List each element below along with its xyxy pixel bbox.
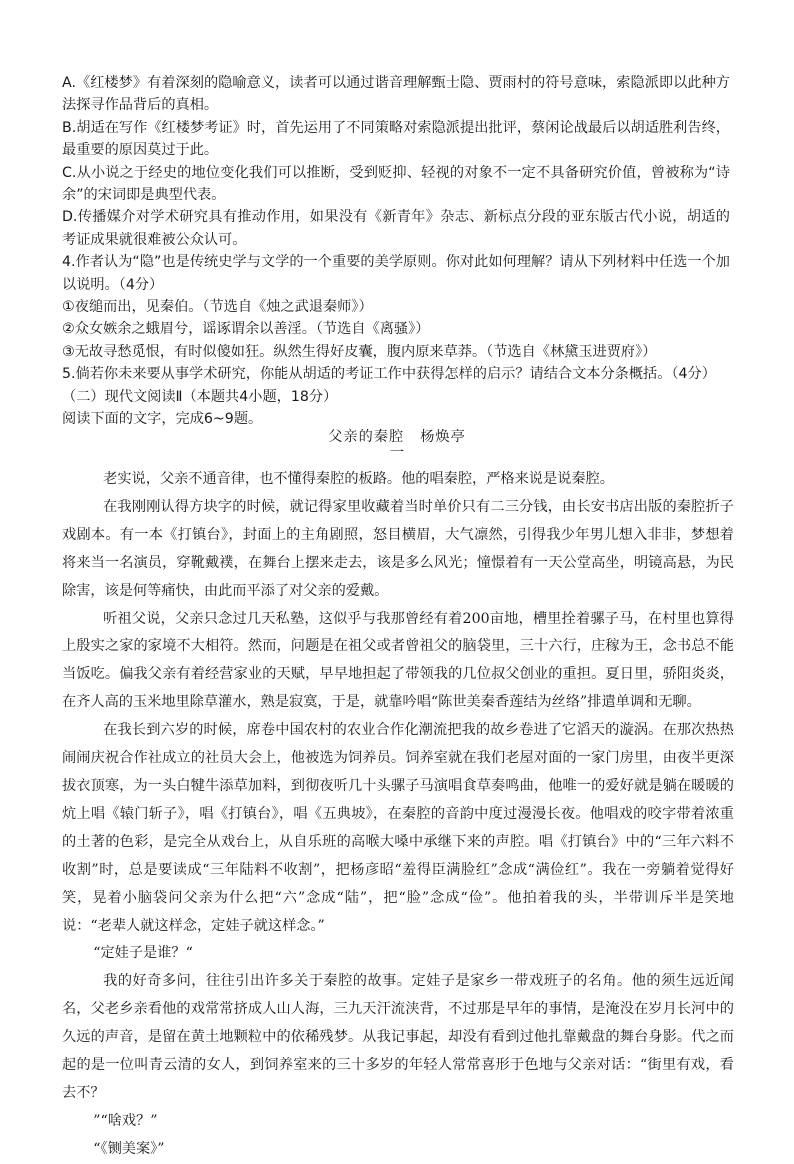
option-b: B.胡适在写作《红楼梦考证》时，首先运用了不同策略对索隐派提出批评，蔡闲论战最后以胡适胜利告终，最重要的原因莫过于此。 (62, 119, 730, 159)
story-dialogue: ”“啥戏？” (93, 1112, 158, 1129)
story-paragraph: 我的好奇多问，往往引出许多关于秦腔的故事。定娃子是家乡一带戏班子的名角。他的须生远近闻名，父老乡亲看他的戏常常挤成人山人海，三九天汗流浃背，不过那是早年的事情，是淹没在岁月长河中的久远的声音，是留在黄土地颗粒中的依稀残梦。从我记事起，却没有看到过他扎靠戴盘的舞台身影。代之而起的是一位叫青云清的女人，到饲养室来的三十多岁的年轻人常常喜形于色地与父亲对话：“街里有戏，看去不？ (62, 973, 734, 1101)
story-author: 杨焕亭 (420, 429, 466, 445)
material-3: ③无故寻愁觅恨，有时似傻如狂。纵然生得好皮囊，腹内原来草莽。（节选自《林黛玉进贾府》） (62, 343, 657, 360)
reading-questions (62, 72, 730, 431)
story-title: 父亲的秦腔 (328, 429, 405, 445)
option-c: C.从小说之于经史的地位变化我们可以推断，受到贬抑、轻视的对象不一定不具备研究价值，曾被称为“诗余”的宋词即是典型代表。 (62, 164, 730, 204)
part-number: 一 (389, 445, 405, 461)
story-body (62, 466, 734, 1164)
material-1: ①夜缒而出，见秦伯。（节选自《烛之武退秦师》） (62, 299, 373, 316)
story-paragraph: 在我长到六岁的时候，席卷中国农村的农业合作化潮流把我的故乡卷进了它滔天的漩涡。在那次热热闹闹庆祝合作社成立的社员大会上，他被选为饲养员。饲养室就在我们老屋对面的一家门房里，由夜半更深拔衣顶寒，为一头白犍牛添草加料，到彻夜听几十头骡子马演唱食草奏鸣曲，他唯一的爱好就是躺在暖暖的炕上唱《辕门斩子》，唱《打镇台》，唱《五典坡》，在秦腔的音韵中度过漫漫长夜。他唱戏的咬字带着浓重的土著的色彩，是完全从戏台上，从自乐班的高喉大嗓中承继下来的声腔。唱《打镇台》中的“三年六料不收割”时，总是要读成“三年陆料不收割”，把杨彦昭“羞得臣满脸红”念成“满俭红”。我在一旁躺着觉得好笑，晃着小脑袋问父亲为什么把“六”念成“陆”，把“脸”念成“俭”。他拍着我的头，半带训斥半是笑地说：“老辈人就这样念，定娃子就这样念。” (62, 722, 734, 934)
option-d: D.传播媒介对学术研究具有推动作用，如果没有《新青年》杂志、新标点分段的亚东版古代小说，胡适的考证成果就很难被公众认可。 (62, 209, 730, 248)
question-5: 5.倘若你未来要从事学术研究，你能从胡适的考证工作中获得怎样的启示？请结合文本分条概括。（4分） (62, 366, 716, 383)
option-a: A.《红楼梦》有着深刻的隐喻意义，读者可以通过谐音理解甄士隐、贾雨村的符号意味，索隐派即以此种方法探寻作品背后的真相。 (62, 75, 730, 114)
material-2: ②众女嫉余之蛾眉兮，谣诼谓余以善淫。（节选自《离骚》） (62, 321, 430, 338)
story-paragraph: 听祖父说，父亲只念过几天私塾，这似乎与我那曾经有着200亩地，槽里拴着骡子马，在村里也算得上殷实之家的家境不大相符。然而，问题是在祖父或者曾祖父的脑袋里，三十六行，庄稼为王，念书总不能当饭吃。偏我父亲有着经营家业的天赋，早早地担起了带领我的几位叔父创业的重担。夏日里，骄阳炎炎，在齐人高的玉米地里除草灌水，熟是寂寞，于是，就靠吟唱“陈世美秦香莲结为丝络”排遣单调和无聊。 (62, 610, 734, 711)
story-dialogue: “《铡美案》” (93, 1140, 165, 1157)
section-heading: （二）现代文阅读Ⅱ（本题共4小题，18分） (62, 388, 338, 405)
section-instruction: 阅读下面的文字，完成6~9题。 (62, 411, 263, 428)
story-paragraph: 老实说，父亲不通音律，也不懂得秦腔的板路。他的唱秦腔，严格来说是说秦腔。 (103, 471, 614, 487)
story-paragraph: 在我刚刚认得方块字的时候，就记得家里收藏着当时单价只有二三分钱，由长安书店出版的秦腔折子戏剧本。有一本《打镇台》，封面上的主角剧照，怒目横眉，大气凛然，引得我少年男儿想入非非，梦想着将来当一名演员，穿靴戴襆，在舞台上摆来走去，该是多么风光；憧憬着有一天公堂高坐，明镜高悬，为民除害，该是何等痛快，由此而平添了对父亲的爱戴。 (62, 498, 734, 599)
story-dialogue: “定娃子是谁？“ (93, 945, 193, 962)
question-4: 4.作者认为“隐”也是传统史学与文学的一个重要的美学原则。你对此如何理解？请从下列材料中任选一个加以说明。（4分） (62, 254, 730, 293)
